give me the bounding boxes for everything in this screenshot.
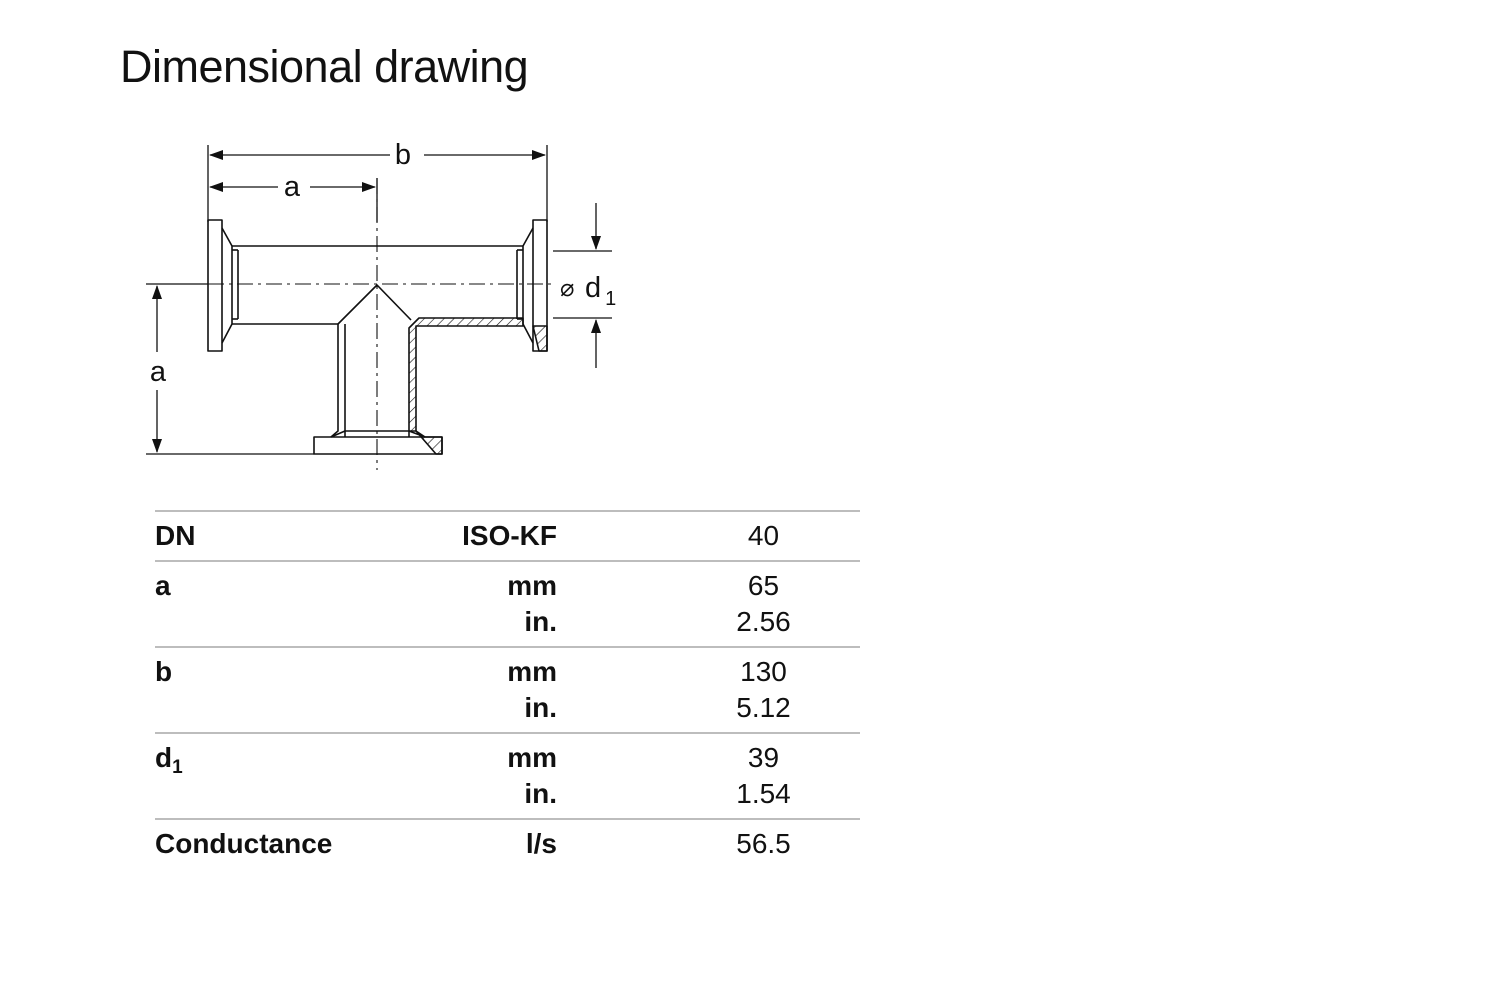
parameter-name (155, 511, 395, 561)
parameter-name (155, 647, 395, 733)
tee-dimensional-drawing (0, 0, 700, 480)
table-row (155, 819, 860, 868)
unit-cell (395, 561, 557, 647)
value-label: 5.12 (736, 692, 791, 723)
parameter-name (155, 561, 395, 647)
dimension-b-label: b (394, 139, 412, 171)
diameter-symbol: ⌀ (560, 275, 575, 302)
value-label: 2.56 (736, 606, 791, 637)
unit-label: ISO-KF (462, 520, 557, 551)
value-label: 39 (747, 742, 780, 773)
unit-label: mm (507, 656, 557, 687)
table-row (155, 561, 860, 647)
dimension-d-letter: d (585, 272, 602, 304)
value-cell (557, 647, 860, 733)
value-cell (557, 511, 860, 561)
unit-cell (395, 647, 557, 733)
page-title: Dimensional drawing (120, 41, 529, 92)
unit-cell (395, 733, 557, 819)
value-label: 65 (747, 570, 780, 601)
unit-label: mm (507, 570, 557, 601)
value-label: 1.54 (736, 778, 791, 809)
parameter-label: DN (155, 520, 196, 551)
specification-table (155, 510, 860, 868)
value-label: 130 (740, 656, 787, 687)
unit-label: in. (524, 692, 557, 723)
dimension-a-top-label: a (283, 171, 301, 203)
unit-cell (395, 511, 557, 561)
extension-lines (146, 145, 612, 454)
parameter-name (155, 819, 395, 868)
table-row (155, 647, 860, 733)
value-cell (557, 561, 860, 647)
value-label: 40 (747, 520, 780, 551)
value-cell (557, 819, 860, 868)
parameter-label: b (155, 656, 173, 687)
value-cell (557, 733, 860, 819)
value-label: 56.5 (736, 828, 791, 859)
parameter-label: d (155, 742, 173, 773)
hatched-wall-section (409, 318, 547, 454)
table-row (155, 733, 860, 819)
parameter-label: Conductance (155, 828, 333, 859)
unit-label: l/s (525, 828, 557, 859)
dimension-a-side-label: a (149, 356, 167, 388)
parameter-name (155, 733, 395, 819)
parameter-label: a (155, 570, 171, 601)
unit-label: in. (524, 606, 557, 637)
unit-label: mm (507, 742, 557, 773)
unit-label: in. (524, 778, 557, 809)
dimension-d-subscript: 1 (605, 288, 617, 310)
unit-cell (395, 819, 557, 868)
dimension-d1-label (585, 272, 616, 310)
table-row (155, 511, 860, 561)
parameter-subscript: 1 (172, 757, 183, 778)
